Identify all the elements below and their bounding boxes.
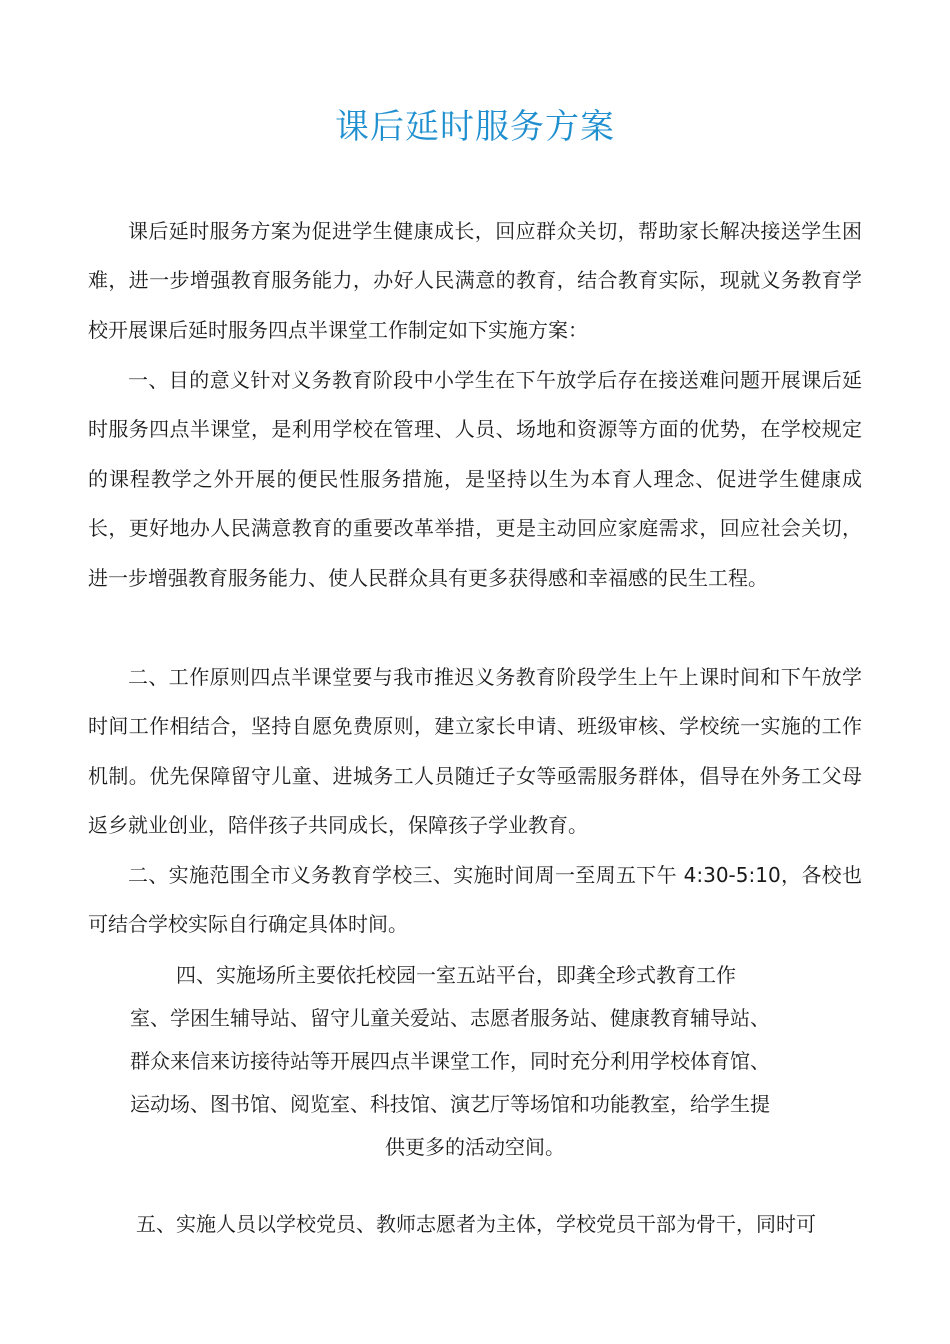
section-3-paragraph: 二、实施范围全市义务教育学校三、实施时间周一至周五下午 4:30-5:10，各校也可结合学校实际自行确定具体时间。 — [88, 863, 862, 937]
section-4-line: 群众来信来访接待站等开展四点半课堂工作，同时充分利用学校体育馆、 — [130, 1049, 770, 1073]
section-4-line: 运动场、图书馆、阅览室、科技馆、演艺厅等场馆和功能教室，给学生提 — [130, 1092, 770, 1116]
section-5-paragraph: 五、实施人员以学校党员、教师志愿者为主体，学校党员干部为骨干，同时可 — [136, 1212, 816, 1236]
intro-paragraph: 课后延时服务方案为促进学生健康成长，回应群众关切，帮助家长解决接送学生困难，进一步增强教育服务能力，办好人民满意的教育，结合教育实际，现就义务教育学校开展课后延时服务四点半课堂工作制定如下实施方案： — [88, 219, 862, 342]
section-4-line: 室、学困生辅导站、留守儿童关爱站、志愿者服务站、健康教育辅导站、 — [130, 1006, 770, 1030]
section-1-paragraph: 一、目的意义针对义务教育阶段中小学生在下午放学后存在接送难问题开展课后延时服务四点半课堂，是利用学校在管理、人员、场地和资源等方面的优势，在学校规定的课程教学之外开展的便民性服务措施，是坚持以生为本育人理念、促进学生健康成长，更好地办人民满意教育的重要改革举措，更是主动回应家庭需求，回应社会关切，进一步增强教育服务能力、使人民群众具有更多获得感和幸福感的民生工程。 — [88, 368, 862, 590]
section-4-line: 四、实施场所主要依托校园一室五站平台，即龚全珍式教育工作 — [176, 963, 736, 987]
section-4-line: 供更多的活动空间。 — [385, 1135, 565, 1159]
section-4-block — [130, 954, 820, 1169]
document-title: 课后延时服务方案 — [335, 107, 615, 147]
section-2-paragraph: 二、工作原则四点半课堂要与我市推迟义务教育阶段学生上午上课时间和下午放学时间工作相结合，坚持自愿免费原则，建立家长申请、班级审核、学校统一实施的工作机制。优先保障留守儿童、进城务工人员随迁子女等亟需服务群体，倡导在外务工父母返乡就业创业，陪伴孩子共同成长，保障孩子学业教育。 — [88, 665, 862, 838]
